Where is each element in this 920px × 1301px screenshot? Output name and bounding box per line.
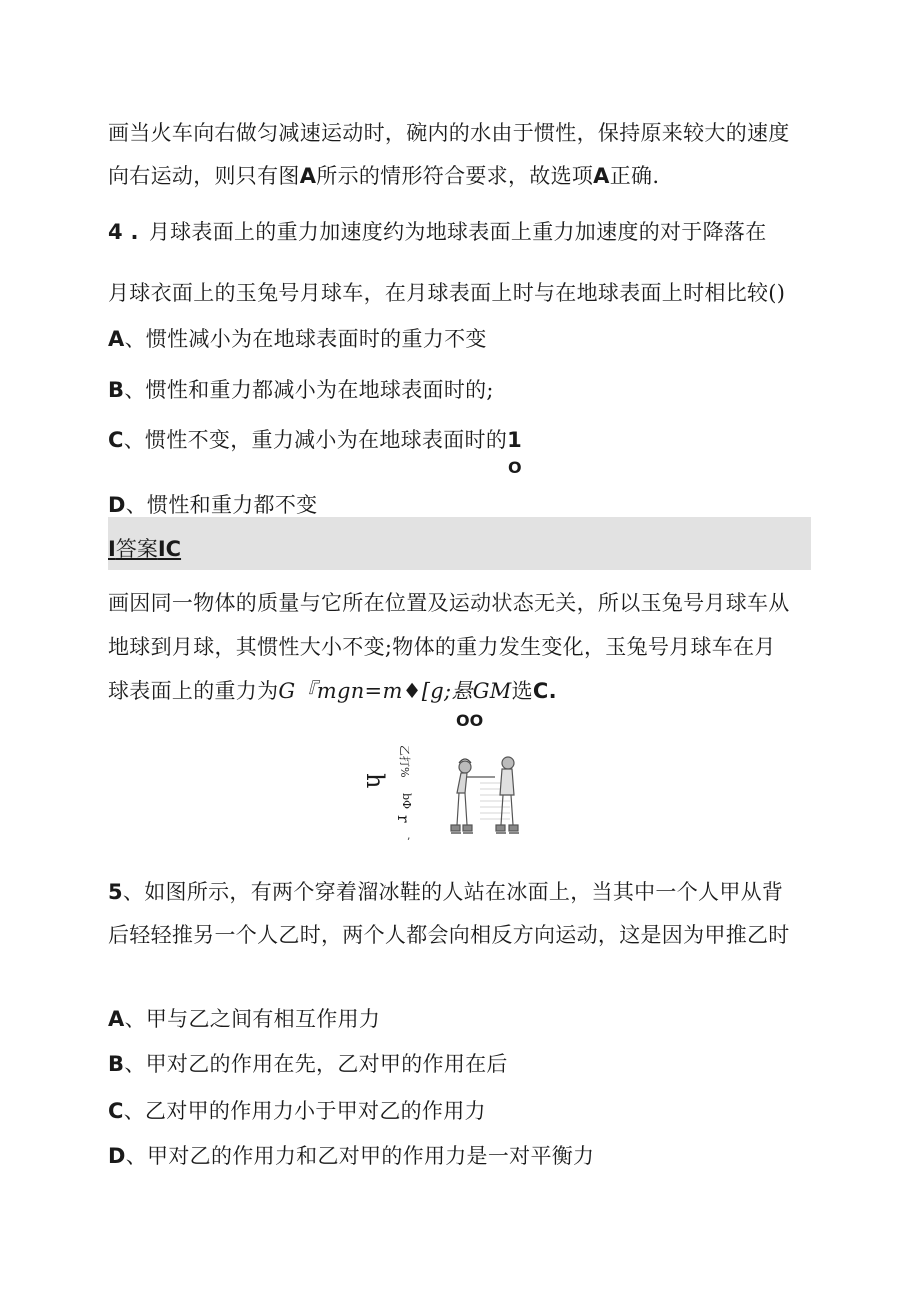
- formula: G『mgn=m♦[g;悬GM: [278, 679, 512, 703]
- q4-option-c[interactable]: C、惯性不变，重力减小为在地球表面时的1: [108, 428, 523, 452]
- q4-option-b[interactable]: B、惯性和重力都减小为在地球表面时的;: [108, 378, 494, 402]
- explanation-q4-line-2: 地球到月球，其惯性大小不变;物体的重力发生变化，玉兔号月球车在月: [108, 635, 776, 659]
- question-5-stem-line-2: 后轻轻推另一个人乙时，两个人都会向相反方向运动，这是因为甲推乙时: [108, 923, 790, 947]
- q5-option-d[interactable]: D、甲对乙的作用力和乙对甲的作用力是一对平衡力: [108, 1144, 595, 1168]
- question-number: 5: [108, 880, 123, 904]
- q4-option-d[interactable]: D、惯性和重力都不变: [108, 493, 318, 517]
- question-number: 4: [108, 220, 123, 244]
- answer-band: [108, 517, 811, 570]
- q5-option-a[interactable]: A、甲与乙之间有相互作用力: [108, 1007, 381, 1031]
- q4-option-a[interactable]: A、惯性减小为在地球表面时的重力不变: [108, 327, 487, 351]
- explanation-q3-line-2: 向右运动，则只有图A所示的情形符合要求，故选项A正确.: [108, 164, 660, 188]
- q5-option-c[interactable]: C、乙对甲的作用力小于甲对乙的作用力: [108, 1099, 486, 1123]
- answer-label: I答案IC: [108, 537, 182, 561]
- explanation-q3-line-1: 画当火车向右做匀减速运动时，碗内的水由于惯性，保持原来较大的速度: [108, 121, 790, 145]
- skaters-illustration: [361, 743, 535, 848]
- figure-top-mark: OO: [456, 711, 484, 730]
- q5-option-b[interactable]: B、甲对乙的作用在先，乙对甲的作用在后: [108, 1052, 508, 1076]
- stray-o-mark: O: [508, 458, 522, 477]
- question-4-stem-line-2: 月球衣面上的玉兔号月球车，在月球表面上时与在地球表面上时相比较(): [108, 281, 786, 305]
- skater-yi: [496, 757, 519, 833]
- question-5-stem-line-1: 5、如图所示，有两个穿着溜冰鞋的人站在冰面上，当其中一个人甲从背: [108, 880, 784, 904]
- figure-vertical-labels: 乙打% bΦ h r ’: [361, 745, 413, 848]
- explanation-q4-line-3: 球表面上的重力为G『mgn=m♦[g;悬GM选C.: [108, 679, 557, 703]
- skater-jia: [451, 759, 495, 833]
- question-4-stem-line-1: 4 . 月球表面上的重力加速度约为地球表面上重力加速度的对于降落在: [108, 220, 767, 244]
- explanation-q4-line-1: 画因同一物体的质量与它所在位置及运动状态无关，所以玉兔号月球车从: [108, 591, 790, 615]
